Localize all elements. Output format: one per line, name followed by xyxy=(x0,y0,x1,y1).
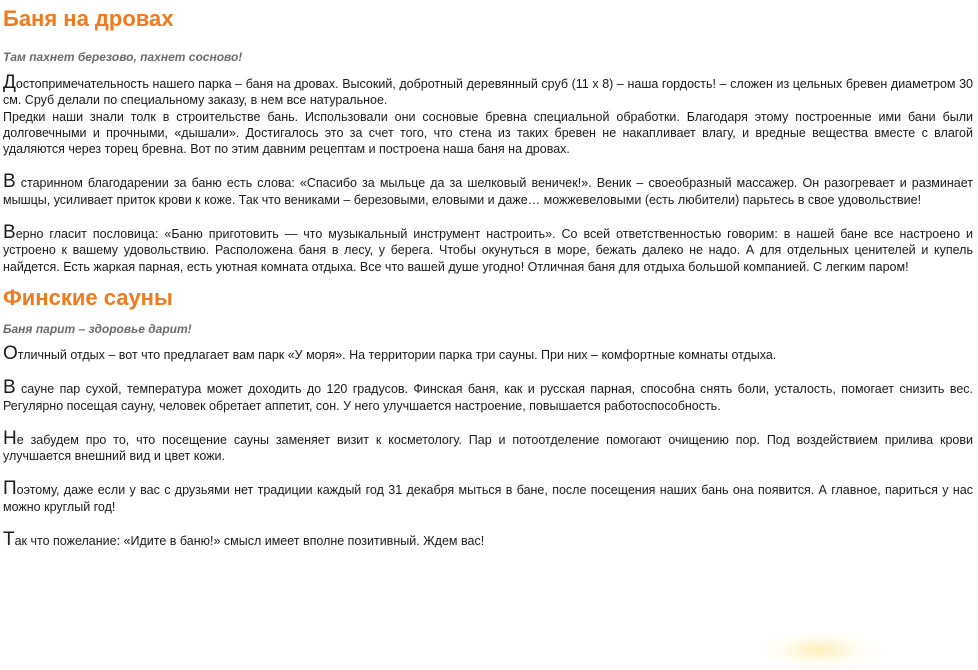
paragraph-banya-4 xyxy=(3,222,973,275)
paragraph-text: старинном благодарении за баню есть слова: «Спасибо за мыльце да за шелковый веничек!». Веник – своеобразный массажер. Он разогревает и разминает мышцы, усиливает приток крови к коже. Так что вениками – березовыми, еловыми и даже… можжевеловыми (есть любители) парьтесь в свое удовольствие! xyxy=(3,176,973,207)
drop-cap: Д xyxy=(3,72,16,93)
drop-cap: В xyxy=(3,377,16,399)
section-motto-banya: Там пахнет березово, пахнет сосново! xyxy=(3,50,243,64)
paragraph-text: ерно гласит пословица: «Баню приготовить — что музыкальный инструмент настроить». Со всей ответственностью говорим: в нашей бане все настроено и устроено к вашему удовольствию. Расположена баня в лесу, у берега. Чтобы окунуться в море, бежать далеко не надо. А для отдельных ценителей и купель найдется. Есть жаркая парная, есть уютная комната отдыха. Все что вашей душе угодно! Отличная баня для отдыха большой компанией. С легким паром! xyxy=(3,227,973,274)
drop-cap: О xyxy=(3,342,18,364)
decorative-glow xyxy=(760,630,880,670)
paragraph-text: остопримечательность нашего парка – баня на дровах. Высокий, добротный деревянный сруб (11 х 8) – наша гордость! – сложен из цельных бревен диаметром 30 см. Сруб делали по специальному заказу, в нем все натуральное. xyxy=(3,77,973,108)
drop-cap: В xyxy=(3,171,16,193)
paragraph-saunas-5 xyxy=(3,529,973,551)
paragraph-saunas-1 xyxy=(3,342,973,364)
article-content xyxy=(3,0,973,549)
paragraph-saunas-4 xyxy=(3,478,973,515)
section-motto-saunas: Баня парит – здоровье дарит! xyxy=(3,321,192,336)
drop-cap: Н xyxy=(3,427,17,449)
paragraph-banya-2 xyxy=(3,109,973,158)
paragraph-banya-3 xyxy=(3,171,973,208)
paragraph-text: тличный отдых – вот что предлагает вам парк «У моря». На территории парка три сауны. При них – комфортные комнаты отдыха. xyxy=(17,347,777,362)
paragraph-text: Предки наши знали толк в строительстве бань. Использовали они сосновые бревна специальной обработки. Благодаря этому построенные ими бани были долговечными и прочными, «дышали». Достигалось это за счет того, что стена из таких бревен не накапливает влагу, и вредные вещества вместе с влагой удаляются через торец бревна. Вот по этим давним рецептам и построена наша баня на дровах. xyxy=(3,109,973,157)
paragraph-saunas-3 xyxy=(3,427,973,465)
section-title-saunas: Финские сауны xyxy=(3,284,173,310)
paragraph-saunas-2 xyxy=(3,377,973,414)
paragraph-text: оэтому, даже если у вас с друзьями нет традиции каждый год 31 декабря мыться в бане, после посещения наших бань она появится. А главное, париться у нас можно круглый год! xyxy=(3,483,973,514)
paragraph-banya-1 xyxy=(3,72,973,109)
drop-cap: В xyxy=(3,222,16,244)
drop-cap: П xyxy=(3,478,17,500)
section-title-banya: Баня на дровах xyxy=(3,6,174,31)
paragraph-text: сауне пар сухой, температура может доходить до 120 градусов. Финская баня, как и русская парная, способна снять боли, усталость, помогает снизить вес. Регулярно посещая сауну, человек обретает аппетит, сон. У него улучшается настроение, повышается работоспособность. xyxy=(3,382,973,413)
drop-cap: Т xyxy=(3,529,15,551)
paragraph-text: ак что пожелание: «Идите в баню!» смысл имеет вполне позитивный. Ждем вас! xyxy=(14,534,485,549)
paragraph-text: е забудем про то, что посещение сауны заменяет визит к косметологу. Пар и потоотделение помогают очищению пор. Под воздействием прилива крови улучшается внешний вид и цвет кожи. xyxy=(3,432,973,464)
